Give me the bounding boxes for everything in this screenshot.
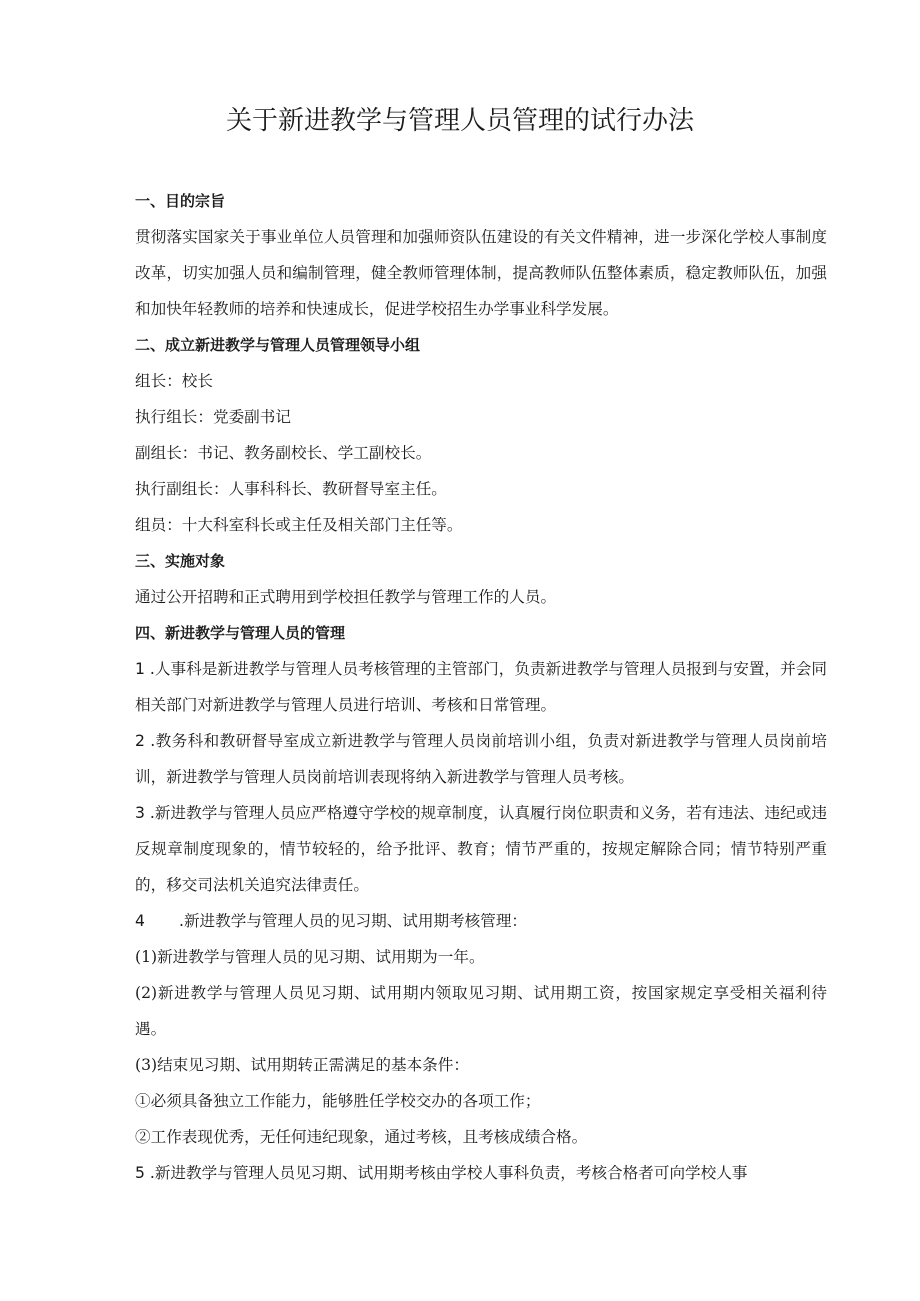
management-item-1 [135,651,827,723]
executive-leader-line: 执行组长：党委副书记 [135,408,291,426]
item-text: .新进教学与管理人员的见习期、试用期考核管理： [179,912,528,930]
sub-item-3: (3)结束见习期、试用期转正需满足的基本条件： [135,1056,469,1074]
item-number: 5 [135,1164,150,1182]
item-number: 1 [135,660,150,678]
condition-2: ②工作表现优秀，无任何违纪现象，通过考核，且考核成绩合格。 [135,1128,588,1146]
item-text: .新进教学与管理人员见习期、试用期考核由学校人事科负责，考核合格者可向学校人事 [149,1164,748,1182]
management-item-2 [135,723,827,795]
item-text: .人事科是新进教学与管理人员考核管理的主管部门，负责新进教学与管理人员报到与安置，并会同相关部门对新进教学与管理人员进行培训、考核和日常管理。 [135,660,827,714]
management-item-4 [135,903,827,939]
section-heading-leadership-group: 二、成立新进教学与管理人员管理领导小组 [135,336,421,354]
document-title: 关于新进教学与管理人员管理的试行办法 [225,106,694,136]
section-heading-management: 四、新进教学与管理人员的管理 [135,624,346,642]
group-leader-line: 组长：校长 [135,372,213,390]
item-number: 3 [135,804,150,822]
section-heading-purpose: 一、目的宗旨 [135,192,226,210]
deputy-leader-line: 副组长：书记、教务副校长、学工副校长。 [135,444,432,462]
section-body-target: 通过公开招聘和正式聘用到学校担任教学与管理工作的人员。 [135,588,557,606]
item-text: .新进教学与管理人员应严格遵守学校的规章制度，认真履行岗位职责和义务，若有违法、违纪或违反规章制度现象的，情节较轻的，给予批评、教育；情节严重的，按规定解除合同；情节特别严重的，移交司法机关追究法律责任。 [135,804,827,894]
item-number: 2 [135,732,151,750]
section-body-purpose: 贯彻落实国家关于事业单位人员管理和加强师资队伍建设的有关文件精神，进一步深化学校人事制度改革，切实加强人员和编制管理，健全教师管理体制，提高教师队伍整体素质，稳定教师队伍，加强和加快年轻教师的培养和快速成长，促进学校招生办学事业科学发展。 [135,228,827,318]
group-members-line: 组员：十大科室科长或主任及相关部门主任等。 [135,516,463,534]
item-number: 4 [135,912,145,930]
sub-item-2: (2)新进教学与管理人员见习期、试用期内领取见习期、试用期工资，按国家规定享受相关福利待遇。 [135,984,827,1038]
executive-deputy-leader-line: 执行副组长：人事科科长、教研督导室主任。 [135,480,447,498]
section-heading-target: 三、实施对象 [135,552,226,570]
condition-1: ①必须具备独立工作能力，能够胜任学校交办的各项工作； [135,1092,541,1110]
sub-item-1: (1)新进教学与管理人员的见习期、试用期为一年。 [135,948,485,966]
item-text: .教务科和教研督导室成立新进教学与管理人员岗前培训小组，负责对新进教学与管理人员岗前培训，新进教学与管理人员岗前培训表现将纳入新进教学与管理人员考核。 [135,732,827,786]
management-item-5 [135,1155,827,1191]
document-body [135,183,827,1191]
management-item-3 [135,795,827,903]
